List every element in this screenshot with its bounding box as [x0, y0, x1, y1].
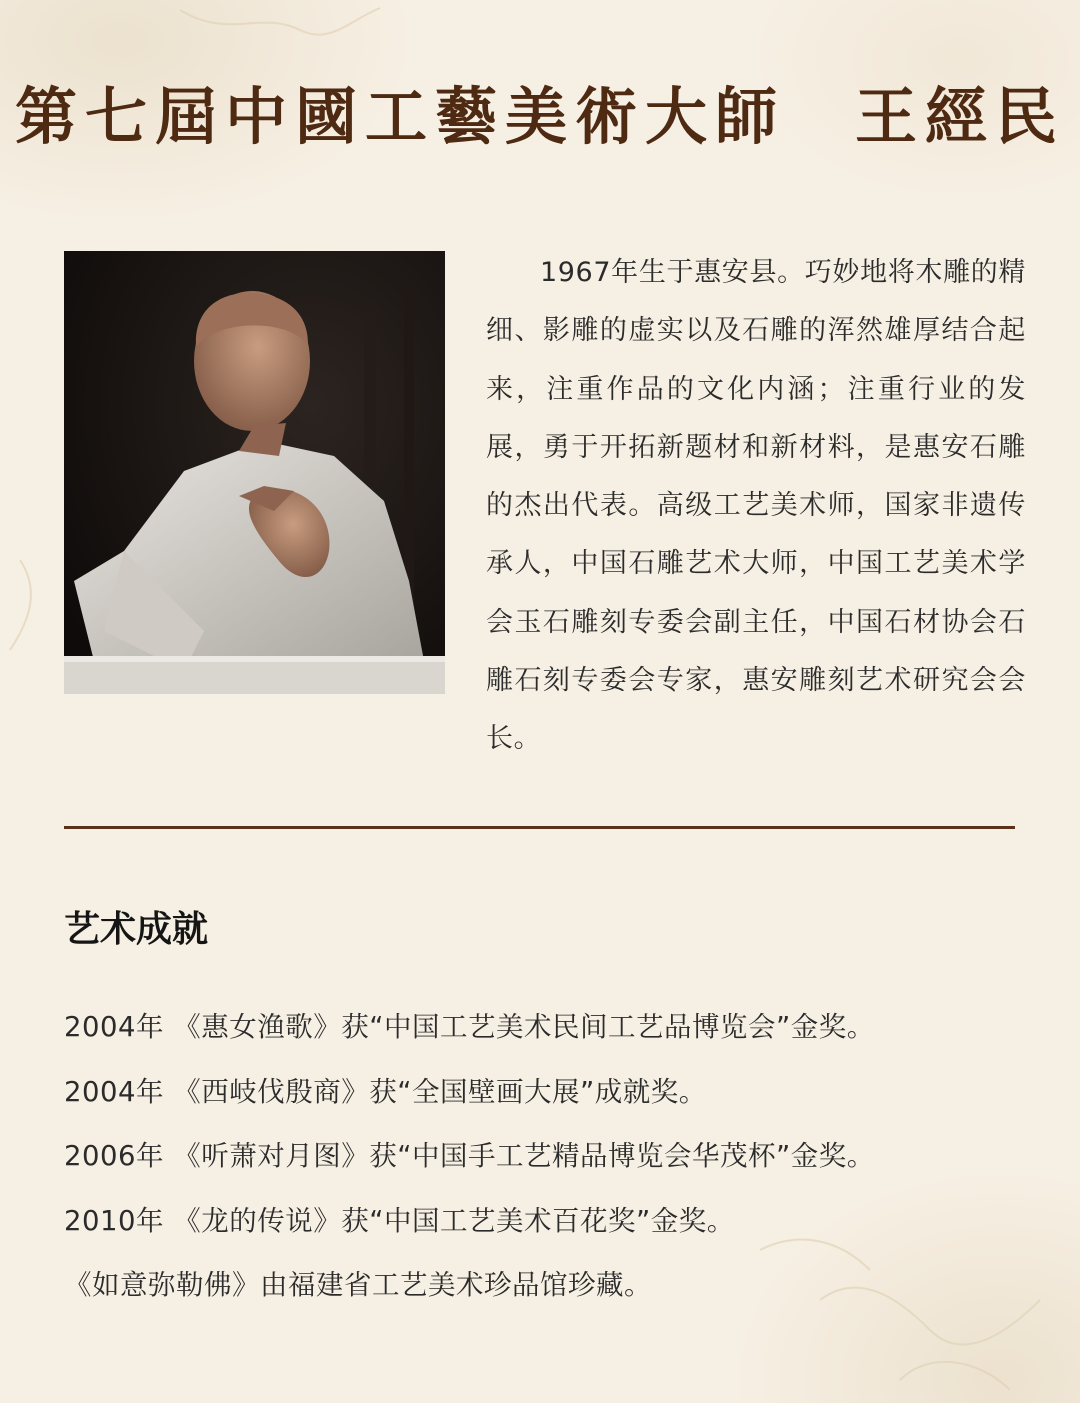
- achievement-item: 《如意弥勒佛》由福建省工艺美术珍品馆珍藏。: [64, 1269, 652, 1301]
- portrait-photo: [64, 251, 445, 694]
- artist-bio: 1967年生于惠安县。巧妙地将木雕的精细、影雕的虚实以及石雕的浑然雄厚结合起来，注重作品的文化内涵；注重行业的发展，勇于开拓新题材和新材料，是惠安石雕的杰出代表。高级工艺美术师，国家非遗传承人，中国石雕艺术大师，中国工艺美术学会玉石雕刻专委会副主任，中国石材协会石雕石刻专委会专家，惠安雕刻艺术研究会会长。: [486, 257, 1026, 755]
- achievement-item: 2004年 《惠女渔歌》获“中国工艺美术民间工艺品博览会”金奖。: [64, 1011, 875, 1043]
- achievement-item: 2006年 《听萧对月图》获“中国手工艺精品博览会华茂杯”金奖。: [64, 1140, 875, 1172]
- achievements-heading: 艺术成就: [64, 909, 209, 950]
- achievement-item: 2004年 《西岐伐殷商》获“全国壁画大展”成就奖。: [64, 1075, 707, 1108]
- achievement-item: 2010年 《龙的传说》获“中国工艺美术百花奖”金奖。: [64, 1204, 735, 1237]
- page-title: 第七屆中國工藝美術大師 王經民: [14, 80, 1065, 153]
- section-divider: [64, 826, 1015, 829]
- achievements-list: [64, 995, 1054, 1318]
- portrait-figure: [64, 251, 445, 694]
